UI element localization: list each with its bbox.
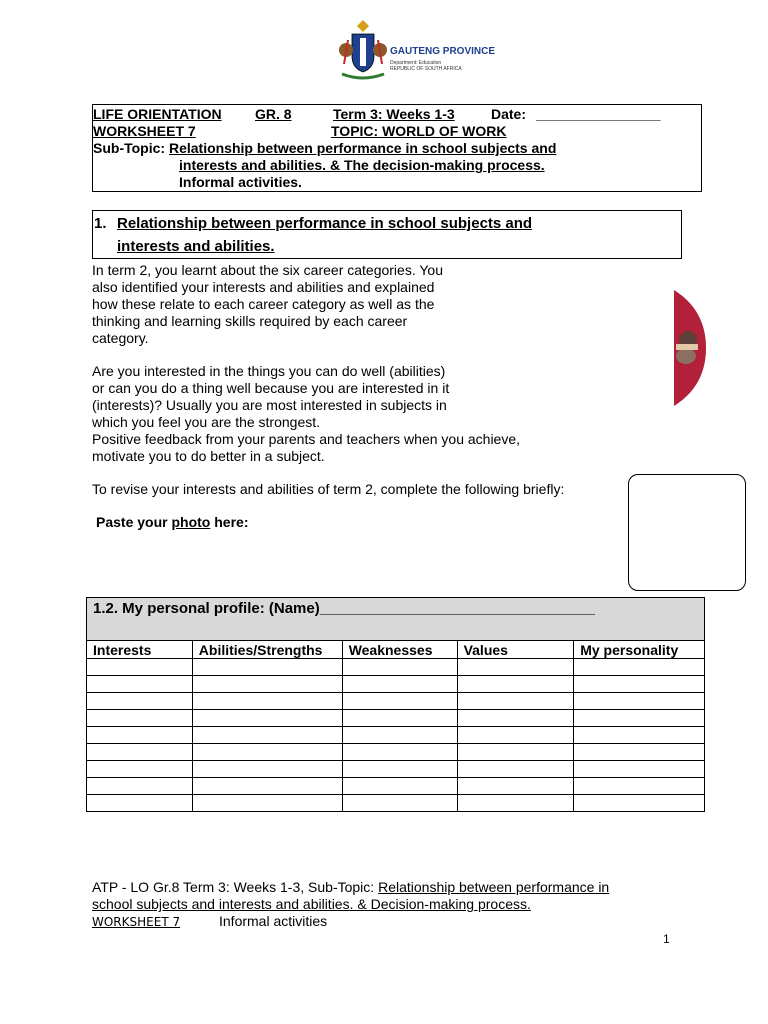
header-row-2 xyxy=(93,123,507,139)
table-cell[interactable] xyxy=(342,693,457,710)
footer-line-3 xyxy=(92,913,328,929)
worksheet-header xyxy=(92,104,702,192)
paragraph-1-line-3: how these relate to each career category as well as the xyxy=(92,296,435,312)
grade-label: GR. 8 xyxy=(255,106,292,122)
subtopic-line-3: Informal activities. xyxy=(179,174,302,190)
paragraph-2-line-5: Positive feedback from your parents and teachers when you achieve, xyxy=(92,431,521,447)
table-cell[interactable] xyxy=(192,778,342,795)
header-row-1 xyxy=(93,106,661,122)
date-label: Date: xyxy=(491,106,527,122)
page-number: 1 xyxy=(663,932,670,946)
table-cell[interactable] xyxy=(87,659,193,676)
paragraph-1-line-1: In term 2, you learnt about the six career categories. You xyxy=(92,262,443,278)
table-cell[interactable] xyxy=(342,761,457,778)
table-cell[interactable] xyxy=(192,676,342,693)
paragraph-1-line-2: also identified your interests and abilities and explained xyxy=(92,279,435,295)
decorative-photo xyxy=(674,290,706,406)
section-1-heading xyxy=(92,210,682,259)
table-cell[interactable] xyxy=(192,744,342,761)
table-cell[interactable] xyxy=(342,659,457,676)
column-header: Interests xyxy=(87,641,193,659)
paste-suffix: here: xyxy=(210,514,249,530)
table-cell[interactable] xyxy=(574,693,705,710)
table-cell[interactable] xyxy=(574,795,705,812)
paste-prefix: Paste your xyxy=(96,514,172,530)
table-row xyxy=(87,727,705,744)
paragraph-2-line-1: Are you interested in the things you can do well (abilities) xyxy=(92,363,446,379)
table-cell[interactable] xyxy=(342,710,457,727)
profile-title: 1.2. My personal profile: (Name)_________________________________ xyxy=(87,598,705,641)
revise-instruction: To revise your interests and abilities of term 2, complete the following briefly: xyxy=(92,481,565,497)
footer-prefix: ATP - LO Gr.8 Term 3: Weeks 1-3, Sub-Topic: xyxy=(92,879,379,895)
column-header: Weaknesses xyxy=(342,641,457,659)
footer-activity: Informal activities xyxy=(219,913,328,929)
table-cell[interactable] xyxy=(87,744,193,761)
table-cell[interactable] xyxy=(457,710,574,727)
table-cell[interactable] xyxy=(457,727,574,744)
logo-subtitle xyxy=(390,60,462,72)
paragraph-2-line-3: (interests)? Usually you are most interested in subjects in xyxy=(92,397,447,413)
table-row xyxy=(87,795,705,812)
logo-name: GAUTENG PROVINCE xyxy=(390,46,496,57)
table-cell[interactable] xyxy=(192,710,342,727)
table-cell[interactable] xyxy=(87,727,193,744)
section-title-line-2: interests and abilities. xyxy=(117,238,275,255)
subtopic-label: Sub-Topic: xyxy=(93,140,166,156)
column-header: Values xyxy=(457,641,574,659)
section-number: 1. xyxy=(94,215,107,232)
table-cell[interactable] xyxy=(192,795,342,812)
table-cell[interactable] xyxy=(342,744,457,761)
table-cell[interactable] xyxy=(87,710,193,727)
table-cell[interactable] xyxy=(87,778,193,795)
table-cell[interactable] xyxy=(457,761,574,778)
table-cell[interactable] xyxy=(192,659,342,676)
table-cell[interactable] xyxy=(457,795,574,812)
table-cell[interactable] xyxy=(342,676,457,693)
table-cell[interactable] xyxy=(574,676,705,693)
table-cell[interactable] xyxy=(574,778,705,795)
worksheet-label: WORKSHEET 7 xyxy=(93,123,196,139)
coat-of-arms-icon xyxy=(338,16,388,82)
table-cell[interactable] xyxy=(574,744,705,761)
topic-label: TOPIC: WORLD OF WORK xyxy=(331,123,507,139)
footer-subtopic-1: Relationship between performance in xyxy=(378,879,610,895)
table-cell[interactable] xyxy=(342,727,457,744)
table-cell[interactable] xyxy=(342,795,457,812)
logo-country: REPUBLIC OF SOUTH AFRICA xyxy=(390,66,462,72)
table-cell[interactable] xyxy=(87,761,193,778)
table-cell[interactable] xyxy=(192,693,342,710)
table-row xyxy=(87,693,705,710)
table-row xyxy=(87,744,705,761)
logo-department: Department: Education xyxy=(390,60,442,66)
table-row xyxy=(87,676,705,693)
table-cell[interactable] xyxy=(192,761,342,778)
table-cell[interactable] xyxy=(574,761,705,778)
column-header: Abilities/Strengths xyxy=(192,641,342,659)
table-cell[interactable] xyxy=(87,693,193,710)
term-label: Term 3: Weeks 1-3 xyxy=(333,106,455,122)
table-row xyxy=(87,710,705,727)
table-cell[interactable] xyxy=(574,710,705,727)
subtopic-row xyxy=(93,140,556,156)
paste-photo-instruction xyxy=(96,514,248,531)
table-cell[interactable] xyxy=(87,795,193,812)
subject-label: LIFE ORIENTATION xyxy=(93,106,222,122)
gauteng-logo xyxy=(338,16,496,84)
table-cell[interactable] xyxy=(457,676,574,693)
table-cell[interactable] xyxy=(342,778,457,795)
table-cell[interactable] xyxy=(457,693,574,710)
subtopic-line-1: Relationship between performance in school subjects and xyxy=(168,140,557,156)
paragraph-1-line-5: category. xyxy=(92,330,149,346)
footer-worksheet: WORKSHEET 7 xyxy=(92,915,181,929)
column-header: My personality xyxy=(574,641,705,659)
table-cell[interactable] xyxy=(87,676,193,693)
footer-subtopic-2: school subjects and interests and abilities. & Decision-making process. xyxy=(92,896,531,912)
paragraph-2-line-2: or can you do a thing well because you are interested in it xyxy=(92,380,450,396)
paragraph-2-line-6: motivate you to do better in a subject. xyxy=(92,448,325,464)
table-cell[interactable] xyxy=(457,778,574,795)
table-cell[interactable] xyxy=(192,727,342,744)
paragraph-2-line-4: which you feel you are the strongest. xyxy=(92,414,321,430)
footer-line-1 xyxy=(92,879,609,895)
table-row xyxy=(87,778,705,795)
table-cell[interactable] xyxy=(574,659,705,676)
personal-profile-table xyxy=(86,597,705,812)
table-cell[interactable] xyxy=(457,744,574,761)
paste-photo-word: photo xyxy=(171,514,211,530)
section-title-line-1: Relationship between performance in school subjects and xyxy=(117,215,533,232)
subtopic-line-2: interests and abilities. & The decision-making process. xyxy=(179,157,545,173)
photo-placeholder[interactable] xyxy=(628,474,746,591)
paragraph-1-line-4: thinking and learning skills required by each career xyxy=(92,313,408,329)
table-cell[interactable] xyxy=(457,659,574,676)
date-blank[interactable]: ________________ xyxy=(536,106,661,122)
table-row xyxy=(87,659,705,676)
table-row xyxy=(87,761,705,778)
table-cell[interactable] xyxy=(574,727,705,744)
